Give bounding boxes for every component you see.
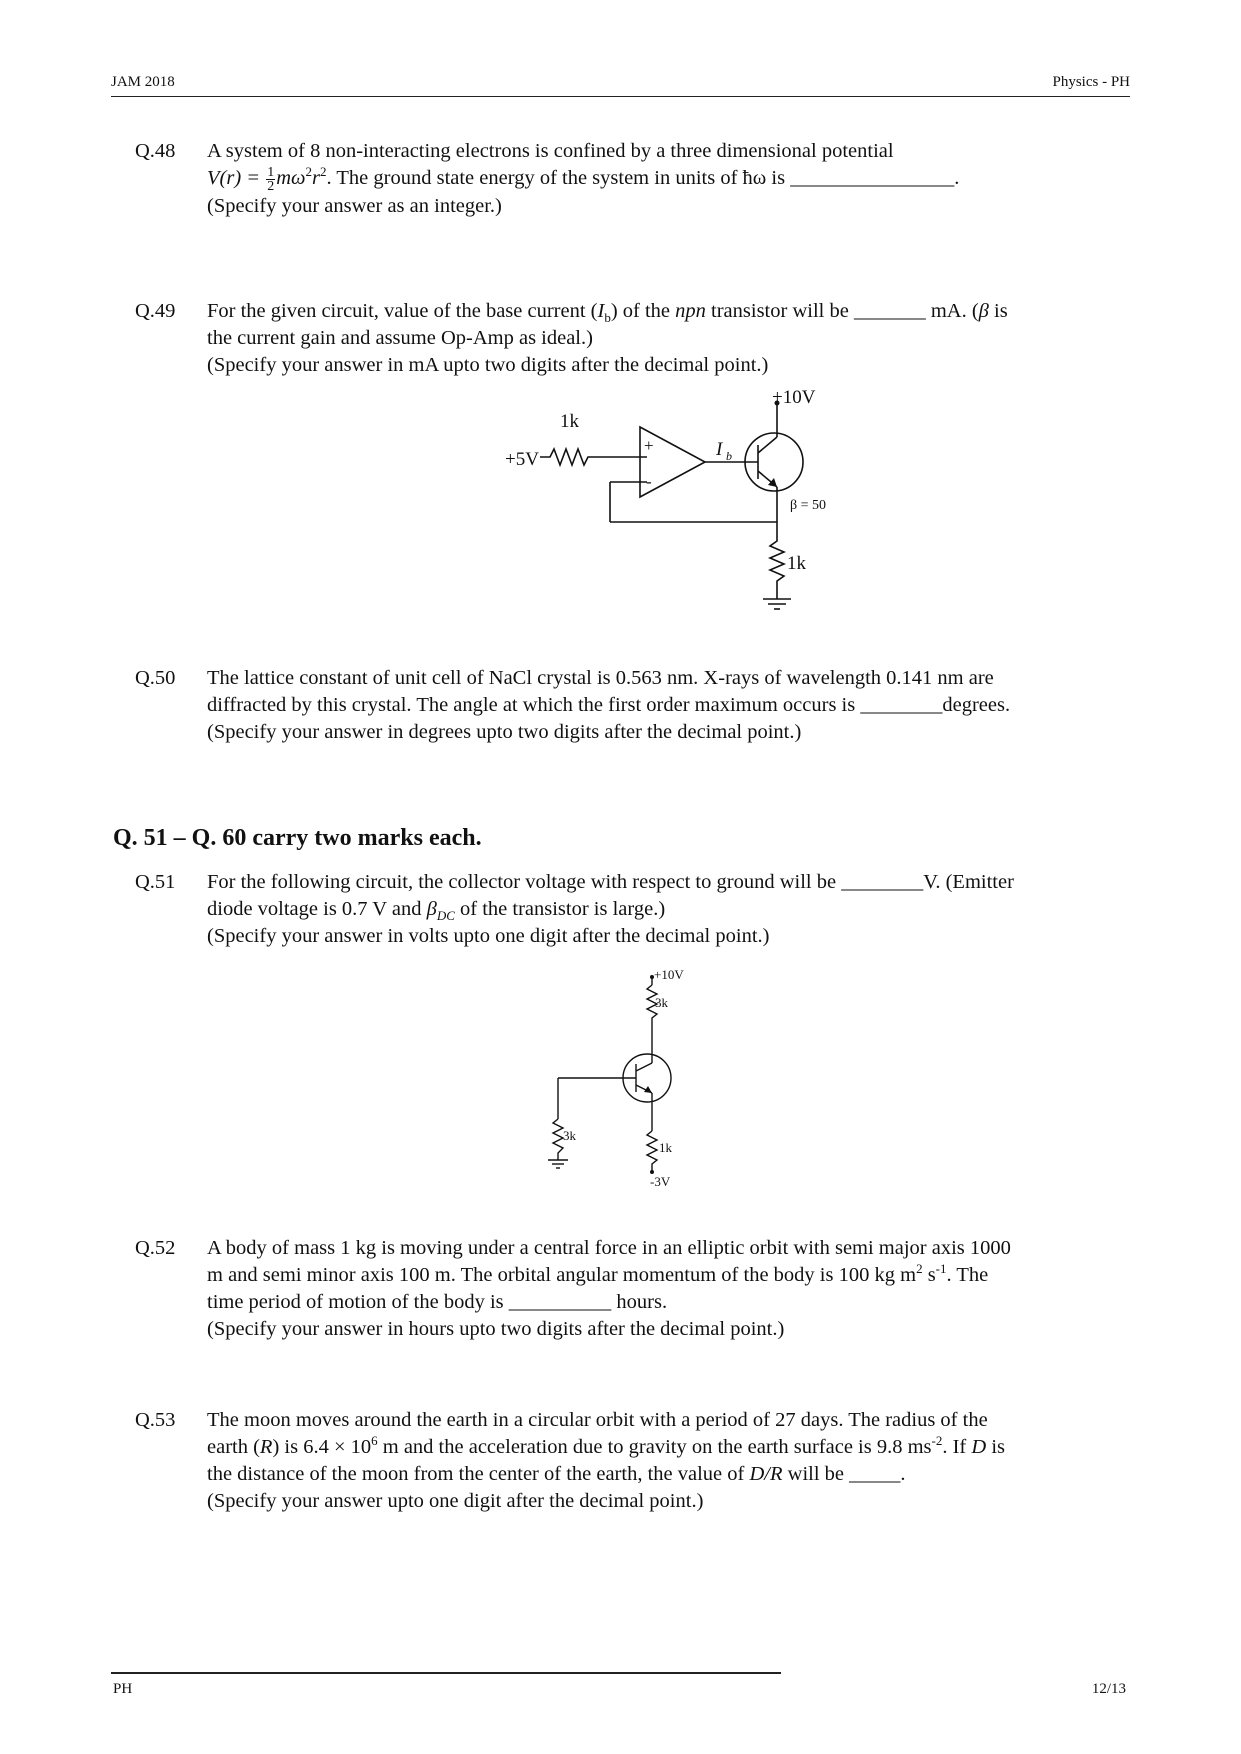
exponent: -1 xyxy=(935,1261,947,1277)
symbol-beta: β xyxy=(426,898,437,920)
fraction-denominator: 2 xyxy=(267,178,275,194)
question-text: For the given circuit, value of the base current ( xyxy=(207,300,598,322)
term-npn: npn xyxy=(675,300,706,322)
base-resistor xyxy=(553,1119,563,1160)
base-current-subscript: b xyxy=(726,449,732,463)
page-number: 12/13 xyxy=(1091,1681,1126,1697)
question-line xyxy=(207,1262,1135,1289)
base-resistor-label: 3k xyxy=(563,1128,576,1143)
supply-label: +10V xyxy=(772,387,816,408)
footer-rule xyxy=(111,1672,781,1674)
question-text: . The xyxy=(946,1264,989,1286)
question-line: (Specify your answer in hours upto two digits after the decimal point.) xyxy=(207,1318,785,1340)
question-text: transistor will be _______ mA. ( xyxy=(705,300,979,322)
question-text: earth ( xyxy=(207,1436,260,1458)
question-text: is xyxy=(986,1436,1006,1458)
beta-label: β = 50 xyxy=(790,498,827,513)
question-51 xyxy=(135,869,1135,950)
question-text: . If xyxy=(942,1436,972,1458)
input-resistor xyxy=(540,449,647,465)
collector-line xyxy=(758,437,777,453)
question-text: will be _____. xyxy=(782,1463,906,1485)
header-exam: JAM 2018 xyxy=(111,74,175,90)
question-text: ) is 6.4 × 10 xyxy=(272,1436,372,1458)
question-number: Q.52 xyxy=(135,1237,176,1259)
question-number: Q.49 xyxy=(135,300,176,322)
question-text: . The ground state energy of the system in units of ħω is ________________. xyxy=(326,167,960,189)
symbol-beta: β xyxy=(978,300,989,322)
question-text: is xyxy=(988,300,1008,322)
opamp-plus: + xyxy=(644,436,654,455)
question-body xyxy=(207,1407,1135,1515)
collector-line xyxy=(636,1063,652,1071)
question-text: m and semi minor axis 100 m. The orbital angular momentum of the body is 100 kg m xyxy=(207,1264,917,1286)
question-body xyxy=(207,869,1135,950)
section-heading: Q. 51 – Q. 60 carry two marks each. xyxy=(113,825,482,851)
question-number: Q.48 xyxy=(135,140,176,162)
question-text: the distance of the moon from the center of the earth, the value of xyxy=(207,1463,750,1485)
question-line xyxy=(207,165,1135,193)
question-line xyxy=(207,298,1135,325)
question-52 xyxy=(135,1235,1135,1343)
question-text: of the transistor is large.) xyxy=(454,898,666,920)
question-text: m and the acceleration due to gravity on the earth surface is 9.8 ms xyxy=(377,1436,932,1458)
symbol-d-over-r: D/R xyxy=(749,1463,783,1485)
input-voltage-label: +5V xyxy=(505,449,539,470)
exponent: -2 xyxy=(931,1433,943,1449)
header-rule xyxy=(111,96,1130,97)
question-53 xyxy=(135,1407,1135,1515)
question-line: The lattice constant of unit cell of NaCl crystal is 0.563 nm. X-rays of wavelength 0.141 nm are xyxy=(207,667,994,689)
question-line: the current gain and assume Op-Amp as ideal.) xyxy=(207,327,593,349)
footer-paper-code: PH xyxy=(113,1681,133,1697)
subscript: b xyxy=(604,310,611,326)
question-49 xyxy=(135,298,1135,379)
circuit-diagram xyxy=(500,385,830,630)
fraction xyxy=(266,166,275,193)
question-body xyxy=(207,138,1135,220)
question-text: s xyxy=(922,1264,936,1286)
question-50 xyxy=(135,665,1135,746)
subscript: DC xyxy=(436,908,455,924)
question-line: A body of mass 1 kg is moving under a central force in an elliptic orbit with semi major axis 1000 xyxy=(207,1237,1011,1259)
question-number: Q.50 xyxy=(135,667,176,689)
base-current-label: I xyxy=(716,439,723,460)
emitter-arrow xyxy=(768,478,777,487)
circuit-diagram xyxy=(540,965,740,1200)
question-text: diode voltage is 0.7 V and xyxy=(207,898,427,920)
emitter-resistor xyxy=(770,533,784,599)
opamp-transistor-circuit xyxy=(500,385,830,630)
emitter-resistor xyxy=(647,1131,657,1171)
exponent: 2 xyxy=(320,164,327,180)
question-body xyxy=(207,665,1135,746)
question-body xyxy=(207,298,1135,379)
formula-lhs: V(r) = xyxy=(207,167,266,189)
question-line: A system of 8 non-interacting electrons is confined by a three dimensional potential xyxy=(207,140,894,162)
emitter-resistor-label: 1k xyxy=(659,1140,672,1155)
symbol-ib: I xyxy=(597,300,605,322)
question-48 xyxy=(135,138,1135,220)
collector-resistor-label: 3k xyxy=(655,995,668,1010)
supply-label: +10V xyxy=(654,967,684,982)
question-line: The moon moves around the earth in a circular orbit with a period of 27 days. The radius of the xyxy=(207,1409,988,1431)
header-subject: Physics - PH xyxy=(1052,74,1130,90)
question-line: (Specify your answer in mA upto two digits after the decimal point.) xyxy=(207,354,769,376)
exponent: 2 xyxy=(305,164,313,180)
question-line: (Specify your answer in volts upto one digit after the decimal point.) xyxy=(207,925,770,947)
transistor-bias-circuit xyxy=(540,965,740,1200)
question-line: For the following circuit, the collector voltage with respect to ground will be ________V. (Emitter xyxy=(207,871,1014,893)
question-line: (Specify your answer as an integer.) xyxy=(207,194,502,217)
fraction-numerator: 1 xyxy=(267,164,275,180)
formula-rhs: mω xyxy=(276,167,306,189)
question-line: (Specify your answer upto one digit after the decimal point.) xyxy=(207,1490,704,1512)
question-line xyxy=(207,1434,1135,1461)
opamp-minus: - xyxy=(646,472,652,491)
emitter-resistor-label: 1k xyxy=(787,553,806,574)
symbol-d: D xyxy=(971,1436,987,1458)
exponent: 2 xyxy=(916,1261,923,1277)
symbol-r: R xyxy=(259,1436,273,1458)
question-line xyxy=(207,896,1135,923)
question-number: Q.53 xyxy=(135,1409,176,1431)
question-text: ) of the xyxy=(610,300,676,322)
question-line: diffracted by this crystal. The angle at which the first order maximum occurs is ________degrees. xyxy=(207,694,1011,716)
formula-r: r xyxy=(312,167,321,189)
question-line xyxy=(207,1461,1135,1488)
negative-supply-label: -3V xyxy=(650,1174,671,1189)
exponent: 6 xyxy=(371,1433,378,1449)
question-number: Q.51 xyxy=(135,871,176,893)
question-line: (Specify your answer in degrees upto two digits after the decimal point.) xyxy=(207,721,802,743)
question-line: time period of motion of the body is __________ hours. xyxy=(207,1291,668,1313)
input-resistor-label: 1k xyxy=(560,411,579,432)
question-body xyxy=(207,1235,1135,1343)
